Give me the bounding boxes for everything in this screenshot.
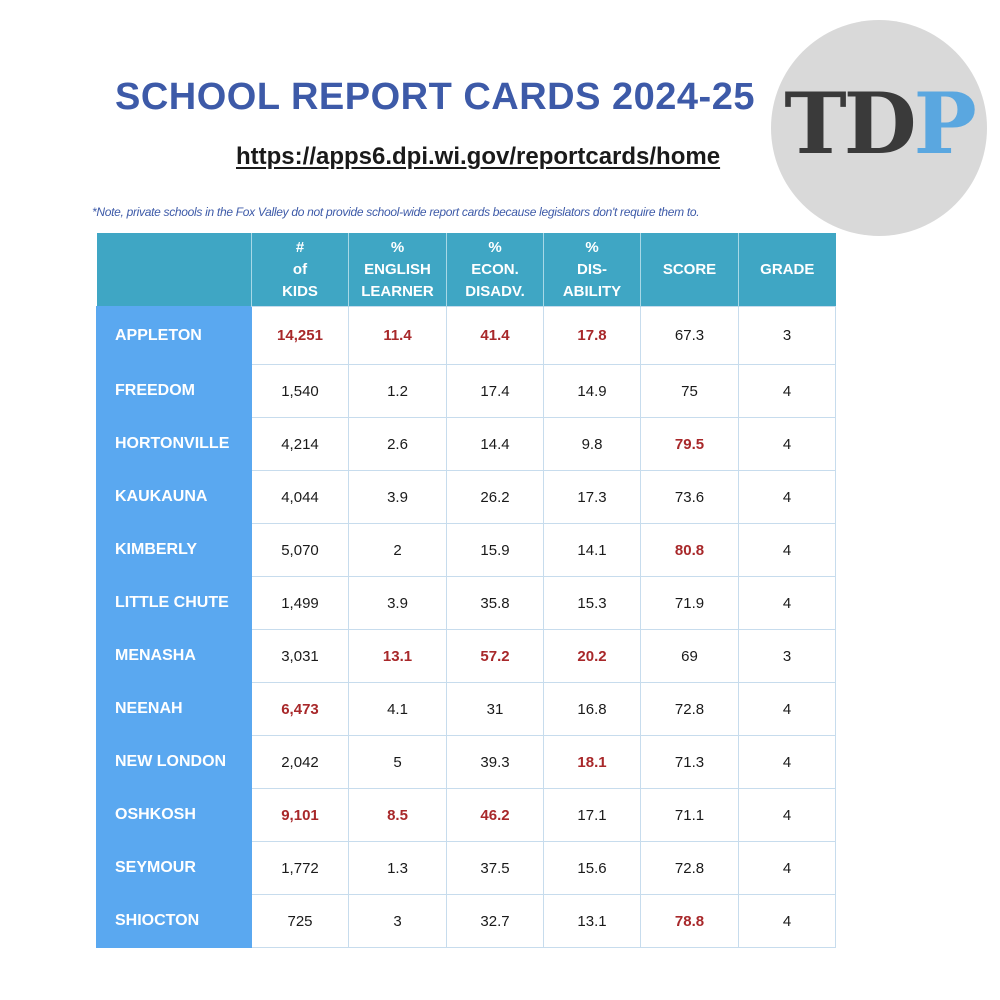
header-line: DISADV.: [465, 282, 525, 300]
district-name: KAUKAUNA: [97, 471, 252, 524]
grade-value: 4: [739, 789, 836, 842]
table-row: [97, 736, 836, 789]
footnote: *Note, private schools in the Fox Valley do not provide school-wide report cards because legislators don't require them to.: [92, 205, 700, 219]
econ-disadv-pct: 57.2: [447, 630, 544, 683]
grade-value: 4: [739, 577, 836, 630]
english-learner-pct: 13.1: [349, 630, 447, 683]
score-value: 80.8: [641, 524, 739, 577]
disability-pct: 13.1: [544, 895, 641, 948]
english-learner-pct: 1.3: [349, 842, 447, 895]
table-row: [97, 471, 836, 524]
disability-pct: 18.1: [544, 736, 641, 789]
disability-pct: 20.2: [544, 630, 641, 683]
disability-pct: 17.3: [544, 471, 641, 524]
english-learner-pct: 3: [349, 895, 447, 948]
header-grade: [739, 233, 836, 307]
grade-value: 3: [739, 630, 836, 683]
grade-value: 4: [739, 842, 836, 895]
district-name: MENASHA: [97, 630, 252, 683]
english-learner-pct: 2: [349, 524, 447, 577]
table-row: [97, 307, 836, 365]
kids-count: 2,042: [252, 736, 349, 789]
district-name: HORTONVILLE: [97, 418, 252, 471]
grade-value: 4: [739, 683, 836, 736]
english-learner-pct: 8.5: [349, 789, 447, 842]
grade-value: 4: [739, 471, 836, 524]
score-value: 75: [641, 365, 739, 418]
econ-disadv-pct: 41.4: [447, 307, 544, 365]
score-value: 69: [641, 630, 739, 683]
grade-value: 4: [739, 524, 836, 577]
disability-pct: 16.8: [544, 683, 641, 736]
english-learner-pct: 5: [349, 736, 447, 789]
disability-pct: 17.1: [544, 789, 641, 842]
english-learner-pct: 1.2: [349, 365, 447, 418]
table-row: [97, 895, 836, 948]
kids-count: 1,540: [252, 365, 349, 418]
econ-disadv-pct: 31: [447, 683, 544, 736]
tdp-logo: [771, 20, 987, 236]
header-line: LEARNER: [361, 282, 434, 300]
header-line: KIDS: [282, 282, 318, 300]
report-cards-link[interactable]: https://apps6.dpi.wi.gov/reportcards/home: [236, 143, 721, 170]
table-body: [97, 307, 836, 948]
grade-value: 3: [739, 307, 836, 365]
header-line: ECON.: [471, 260, 519, 278]
score-value: 73.6: [641, 471, 739, 524]
score-value: 71.3: [641, 736, 739, 789]
kids-count: 4,214: [252, 418, 349, 471]
grade-value: 4: [739, 365, 836, 418]
kids-count: 6,473: [252, 683, 349, 736]
english-learner-pct: 4.1: [349, 683, 447, 736]
english-learner-pct: 3.9: [349, 577, 447, 630]
logo-letter-p: P: [913, 74, 974, 173]
disability-pct: 15.6: [544, 842, 641, 895]
header-line: ENGLISH: [364, 260, 431, 278]
header-line: GRADE: [760, 260, 815, 278]
table-row: [97, 365, 836, 418]
grade-value: 4: [739, 736, 836, 789]
header-line: SCORE: [662, 260, 717, 278]
disability-pct: 15.3: [544, 577, 641, 630]
english-learner-pct: 11.4: [349, 307, 447, 365]
header-kids: [252, 233, 349, 307]
header-disability: [544, 233, 641, 307]
header-line: #: [295, 238, 305, 256]
logo-letter-t: T: [784, 74, 844, 173]
score-value: 72.8: [641, 683, 739, 736]
kids-count: 1,772: [252, 842, 349, 895]
kids-count: 9,101: [252, 789, 349, 842]
kids-count: 3,031: [252, 630, 349, 683]
report-card-table: [96, 233, 836, 948]
header-line: ABILITY: [562, 282, 622, 300]
grade-value: 4: [739, 418, 836, 471]
kids-count: 4,044: [252, 471, 349, 524]
grade-value: 4: [739, 895, 836, 948]
district-name: FREEDOM: [97, 365, 252, 418]
header-district: [97, 233, 252, 307]
econ-disadv-pct: 15.9: [447, 524, 544, 577]
table-row: [97, 630, 836, 683]
kids-count: 5,070: [252, 524, 349, 577]
econ-disadv-pct: 35.8: [447, 577, 544, 630]
econ-disadv-pct: 14.4: [447, 418, 544, 471]
table-row: [97, 842, 836, 895]
kids-count: 725: [252, 895, 349, 948]
score-value: 67.3: [641, 307, 739, 365]
score-value: 78.8: [641, 895, 739, 948]
disability-pct: 9.8: [544, 418, 641, 471]
table-row: [97, 789, 836, 842]
score-value: 79.5: [641, 418, 739, 471]
econ-disadv-pct: 37.5: [447, 842, 544, 895]
table-row: [97, 524, 836, 577]
econ-disadv-pct: 46.2: [447, 789, 544, 842]
table-row: [97, 683, 836, 736]
header-line: %: [488, 238, 502, 256]
header-row: [97, 233, 836, 307]
logo-letter-d: D: [843, 74, 914, 173]
kids-count: 14,251: [252, 307, 349, 365]
econ-disadv-pct: 17.4: [447, 365, 544, 418]
district-name: NEW LONDON: [97, 736, 252, 789]
header-line: %: [585, 238, 599, 256]
header-econ-disadv: [447, 233, 544, 307]
score-value: 71.1: [641, 789, 739, 842]
disability-pct: 14.1: [544, 524, 641, 577]
district-name: NEENAH: [97, 683, 252, 736]
disability-pct: 17.8: [544, 307, 641, 365]
kids-count: 1,499: [252, 577, 349, 630]
header-line: of: [292, 260, 308, 278]
header-english-learner: [349, 233, 447, 307]
page-title: SCHOOL REPORT CARDS 2024-25: [115, 76, 755, 118]
disability-pct: 14.9: [544, 365, 641, 418]
econ-disadv-pct: 32.7: [447, 895, 544, 948]
district-name: OSHKOSH: [97, 789, 252, 842]
econ-disadv-pct: 39.3: [447, 736, 544, 789]
district-name: SHIOCTON: [97, 895, 252, 948]
header-score: [641, 233, 739, 307]
table-row: [97, 418, 836, 471]
english-learner-pct: 2.6: [349, 418, 447, 471]
header-line: DIS-: [577, 260, 607, 278]
score-value: 72.8: [641, 842, 739, 895]
english-learner-pct: 3.9: [349, 471, 447, 524]
econ-disadv-pct: 26.2: [447, 471, 544, 524]
table-row: [97, 577, 836, 630]
district-name: LITTLE CHUTE: [97, 577, 252, 630]
header-line: %: [390, 238, 405, 256]
score-value: 71.9: [641, 577, 739, 630]
district-name: SEYMOUR: [97, 842, 252, 895]
district-name: APPLETON: [97, 307, 252, 365]
district-name: KIMBERLY: [97, 524, 252, 577]
